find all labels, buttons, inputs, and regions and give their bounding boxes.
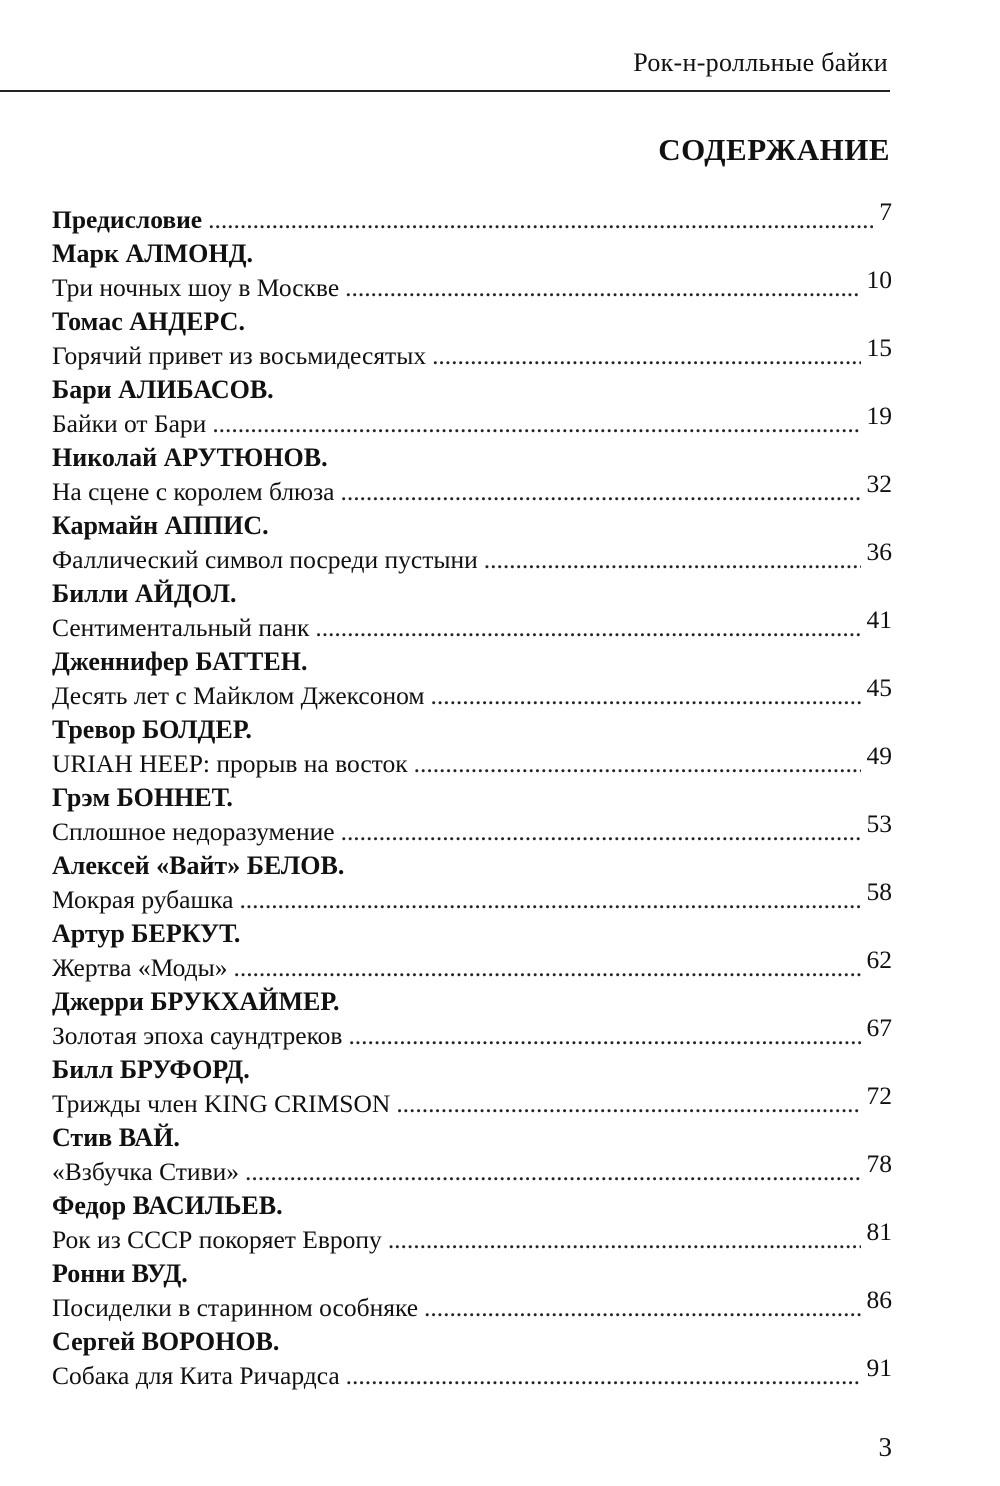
toc-author: Билли АЙДОЛ. (52, 579, 237, 608)
dot-leader (348, 1019, 860, 1053)
dot-leader (212, 407, 860, 441)
toc-entry-title: «Взбучка Стиви» (52, 1157, 240, 1186)
toc-entry-title: Золотая эпоха саундтреков (52, 1021, 343, 1050)
toc-author: Тревор БОЛДЕР. (52, 715, 252, 744)
dot-leader (432, 339, 860, 373)
toc-entry-page: 32 (866, 469, 892, 498)
dot-leader (424, 1291, 860, 1325)
toc-entry-page: 81 (866, 1217, 892, 1246)
toc-author: Кармайн АППИС. (52, 511, 269, 540)
toc-author: Федор ВАСИЛЬЕВ. (52, 1191, 283, 1220)
toc-entry-title: Посиделки в старинном особняке (52, 1293, 419, 1322)
toc-author: Грэм БОННЕТ. (52, 783, 233, 812)
toc-entry[interactable] (52, 537, 892, 577)
toc-entry-title: Фаллический символ посреди пустыни (52, 545, 478, 574)
dot-leader (341, 815, 861, 849)
toc-entry-page: 62 (866, 945, 892, 974)
toc-entry[interactable] (52, 265, 892, 305)
dot-leader (346, 1359, 861, 1393)
toc-entry[interactable] (52, 877, 892, 917)
toc-entry-title: Жертва «Моды» (52, 953, 228, 982)
toc-title: СОДЕРЖАНИЕ (658, 132, 890, 167)
toc-entry-page: 58 (866, 877, 892, 906)
dot-leader (345, 271, 860, 305)
toc-entry[interactable] (52, 1285, 892, 1325)
toc-author: Марк АЛМОНД. (52, 239, 254, 268)
dot-leader (245, 1155, 860, 1189)
toc-entries (52, 237, 892, 1393)
toc-entry-page: 67 (866, 1013, 892, 1042)
toc-author: Дженнифер БАТТЕН. (52, 647, 308, 676)
toc-entry-title: На сцене с королем блюза (52, 477, 335, 506)
toc-entry[interactable] (52, 809, 892, 849)
toc-author: Артур БЕРКУТ. (52, 919, 241, 948)
toc-entry[interactable] (52, 1013, 892, 1053)
toc-entry-page: 36 (866, 537, 892, 566)
toc-entry[interactable] (52, 469, 892, 509)
dot-leader (234, 951, 861, 985)
toc-author: Джерри БРУКХАЙМЕР. (52, 987, 340, 1016)
toc-author: Бари АЛИБАСОВ. (52, 375, 274, 404)
toc-entry-title: Трижды член KING CRIMSON (52, 1089, 391, 1118)
toc-entry-page: 91 (866, 1353, 892, 1382)
dot-leader (431, 679, 861, 713)
dot-leader (414, 747, 861, 781)
toc-entry-title: Три ночных шоу в Москве (52, 273, 340, 302)
dot-leader (484, 543, 861, 577)
toc-entry-page: 7 (879, 197, 892, 226)
toc-entry-title: URIAH HEEP: прорыв на восток (52, 749, 408, 778)
toc-entry-page: 86 (866, 1285, 892, 1314)
dot-leader (396, 1087, 860, 1121)
dot-leader (315, 611, 860, 645)
toc-author: Билл БРУФОРД. (52, 1055, 250, 1084)
toc-entry-title: Горячий привет из восьмидесятых (52, 341, 427, 370)
dot-leader (208, 203, 873, 237)
dot-leader (341, 475, 861, 509)
toc-entry-title: Сплошное недоразумение (52, 817, 335, 846)
toc-entry-title: Мокрая рубашка (52, 885, 234, 914)
header-rule (0, 90, 890, 92)
toc-entry-title: Байки от Бари (52, 409, 207, 438)
toc-entry[interactable] (52, 1353, 892, 1393)
toc-author: Сергей ВОРОНОВ. (52, 1327, 280, 1356)
toc-entry[interactable] (52, 1081, 892, 1121)
toc-entry-title: Собака для Кита Ричардса (52, 1361, 340, 1390)
toc-entry[interactable] (52, 741, 892, 781)
toc-entry-page: 49 (866, 741, 892, 770)
page-number: 3 (878, 1432, 892, 1462)
toc-entry-title: Предисловие (52, 205, 203, 234)
toc-entry[interactable] (52, 945, 892, 985)
toc-author: Николай АРУТЮНОВ. (52, 443, 328, 472)
toc-author: Томас АНДЕРС. (52, 307, 245, 336)
toc-entry-preface[interactable] (52, 197, 892, 237)
toc-entry[interactable] (52, 1217, 892, 1257)
toc-entry-page: 15 (866, 333, 892, 362)
toc-entry-page: 53 (866, 809, 892, 838)
toc-author: Алексей «Вайт» БЕЛОВ. (52, 851, 345, 880)
toc-entry[interactable] (52, 605, 892, 645)
toc-author: Ронни ВУД. (52, 1259, 188, 1288)
running-head: Рок-н-ролльные байки (633, 48, 888, 77)
toc-entry[interactable] (52, 673, 892, 713)
toc-entry-page: 72 (866, 1081, 892, 1110)
toc-entry-title: Рок из СССР покоряет Европу (52, 1225, 382, 1254)
toc-entry-title: Десять лет с Майклом Джексоном (52, 681, 425, 710)
toc-author: Стив ВАЙ. (52, 1123, 180, 1152)
toc-entry[interactable] (52, 401, 892, 441)
toc-entry-page: 78 (866, 1149, 892, 1178)
dot-leader (388, 1223, 861, 1257)
toc-entry-page: 19 (866, 401, 892, 430)
dot-leader (239, 883, 860, 917)
toc-entry[interactable] (52, 333, 892, 373)
toc-entry-title: Сентиментальный панк (52, 613, 310, 642)
toc-entry-page: 10 (866, 265, 892, 294)
table-of-contents (52, 197, 892, 1393)
toc-entry-page: 41 (866, 605, 892, 634)
toc-entry-page: 45 (866, 673, 892, 702)
toc-entry[interactable] (52, 1149, 892, 1189)
